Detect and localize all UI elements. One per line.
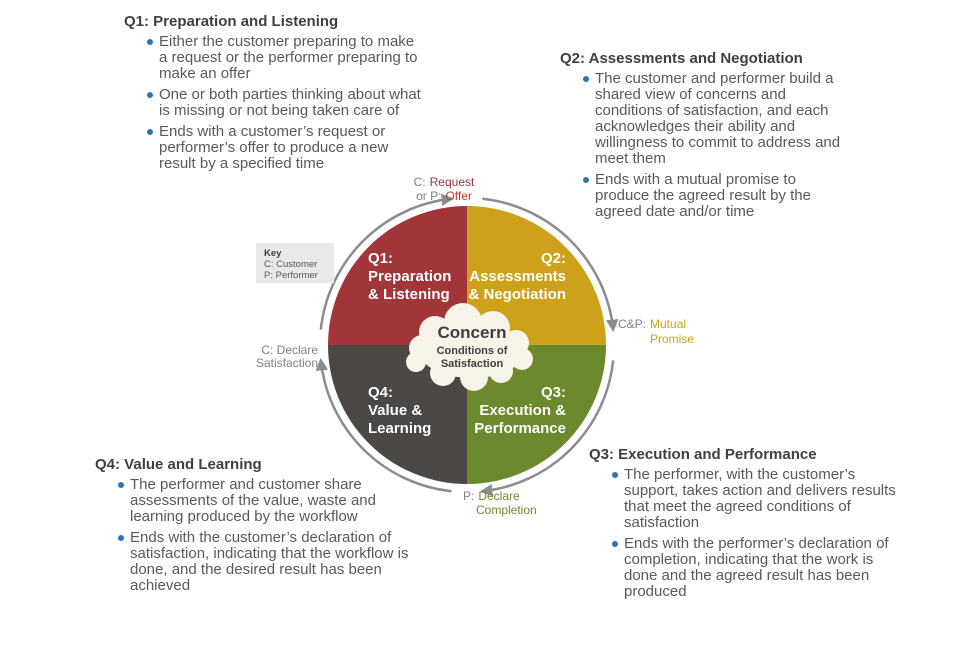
- bullet-icon: [118, 535, 124, 541]
- bullet-icon: [147, 92, 153, 98]
- bullet-icon: [612, 541, 618, 547]
- concern-title: Concern: [437, 323, 507, 342]
- q1-wedge-label: Q1:: [368, 250, 394, 267]
- callout-value: Mutual: [650, 317, 687, 331]
- q4-heading: Q4: Value and Learning: [95, 456, 262, 473]
- q2-wedge-label: Assessments: [469, 268, 566, 285]
- bullet-text: Ends with a mutual promise to produce the agreed result by the agreed date and/or time: [595, 171, 811, 220]
- q3-wedge-label: Q3:: [540, 384, 566, 401]
- q4-wedge-label: Q4:: [368, 384, 394, 401]
- callout-line: C: Declare: [261, 343, 318, 357]
- bullet-text: One or both parties thinking about what is missing or not being taken care of: [159, 86, 421, 119]
- bullet-text: Ends with the performer’s declaration of completion, indicating that the work is done and the agreed result has been produced: [624, 535, 889, 600]
- q1-description-block: [124, 13, 424, 177]
- q1-heading: Q1: Preparation and Listening: [124, 13, 339, 30]
- key-customer: C: Customer: [264, 259, 318, 270]
- q1-bullet-list: [147, 34, 424, 172]
- callout-value: Completion: [476, 503, 537, 517]
- callout-value: Offer: [445, 189, 472, 203]
- key-title: Key: [264, 248, 282, 259]
- q4-wedge-label: Value &: [368, 402, 423, 419]
- satisfaction-line: Satisfaction: [440, 358, 504, 370]
- q4-wedge-label: Learning: [368, 420, 432, 437]
- q3-wedge-label: Execution &: [479, 402, 566, 419]
- callout-value: Promise: [650, 332, 695, 346]
- q1-wedge-label: & Listening: [368, 286, 450, 303]
- q2-heading: Q2: Assessments and Negotiation: [560, 50, 803, 67]
- bullet-text: Ends with a customer’s request or performer’s offer to produce a new result by a specified time: [159, 123, 389, 172]
- bullet-item: [583, 71, 852, 167]
- bullet-item: [118, 530, 415, 594]
- callout-value: Declare: [478, 489, 520, 503]
- svg-text:C:Request: [414, 175, 475, 189]
- callout-value: Request: [429, 175, 475, 189]
- bullet-text: The customer and performer build a shared view of concerns and conditions of satisfaction, and each acknowledges their ability and willingness to commit to address and meet them: [595, 70, 841, 167]
- callout-mutual-promise: [618, 317, 694, 346]
- q3-heading: Q3: Execution and Performance: [589, 446, 817, 463]
- bullet-text: Ends with the customer’s declaration of satisfaction, indicating that the workflow is done, and the desired result has been achieved: [130, 529, 409, 594]
- bullet-item: [147, 87, 424, 119]
- callout-declare-satisfaction: [256, 343, 318, 370]
- bullet-item: [147, 34, 424, 82]
- svg-text:P:Declare: [463, 489, 520, 503]
- callout-declare-completion: [463, 489, 537, 517]
- workflow-wheel-diagram: [250, 160, 720, 530]
- bullet-item: [612, 536, 901, 600]
- key-performer: P: Performer: [264, 270, 318, 281]
- callout-line: Satisfaction: [255, 356, 318, 370]
- key-legend: [256, 243, 334, 283]
- callout-prefix: P:: [463, 489, 475, 503]
- callout-prefix: C&P:: [618, 317, 647, 331]
- bullet-text: The performer, with the customer’s support, takes action and delivers results that meet the agreed conditions of satisfaction: [624, 466, 896, 531]
- q3-wedge-label: Performance: [474, 420, 566, 437]
- callout-prefix: or P:: [416, 189, 442, 203]
- bullet-icon: [147, 39, 153, 45]
- bullet-text: The performer and customer share assessments of the value, waste and learning produced by the workflow: [130, 476, 376, 525]
- q2-wedge-label: & Negotiation: [468, 286, 566, 303]
- bullet-icon: [118, 482, 124, 488]
- q1-wedge-label: Preparation: [368, 268, 452, 285]
- svg-text:C&P:Mutual: [618, 317, 686, 331]
- q2-wedge-label: Q2:: [540, 250, 566, 267]
- bullet-icon: [583, 76, 589, 82]
- bullet-text: Either the customer preparing to make a request or the performer preparing to make an offer: [159, 33, 418, 82]
- bullet-icon: [147, 129, 153, 135]
- conditions-line: Conditions of: [436, 345, 508, 357]
- callout-prefix: C:: [413, 175, 426, 189]
